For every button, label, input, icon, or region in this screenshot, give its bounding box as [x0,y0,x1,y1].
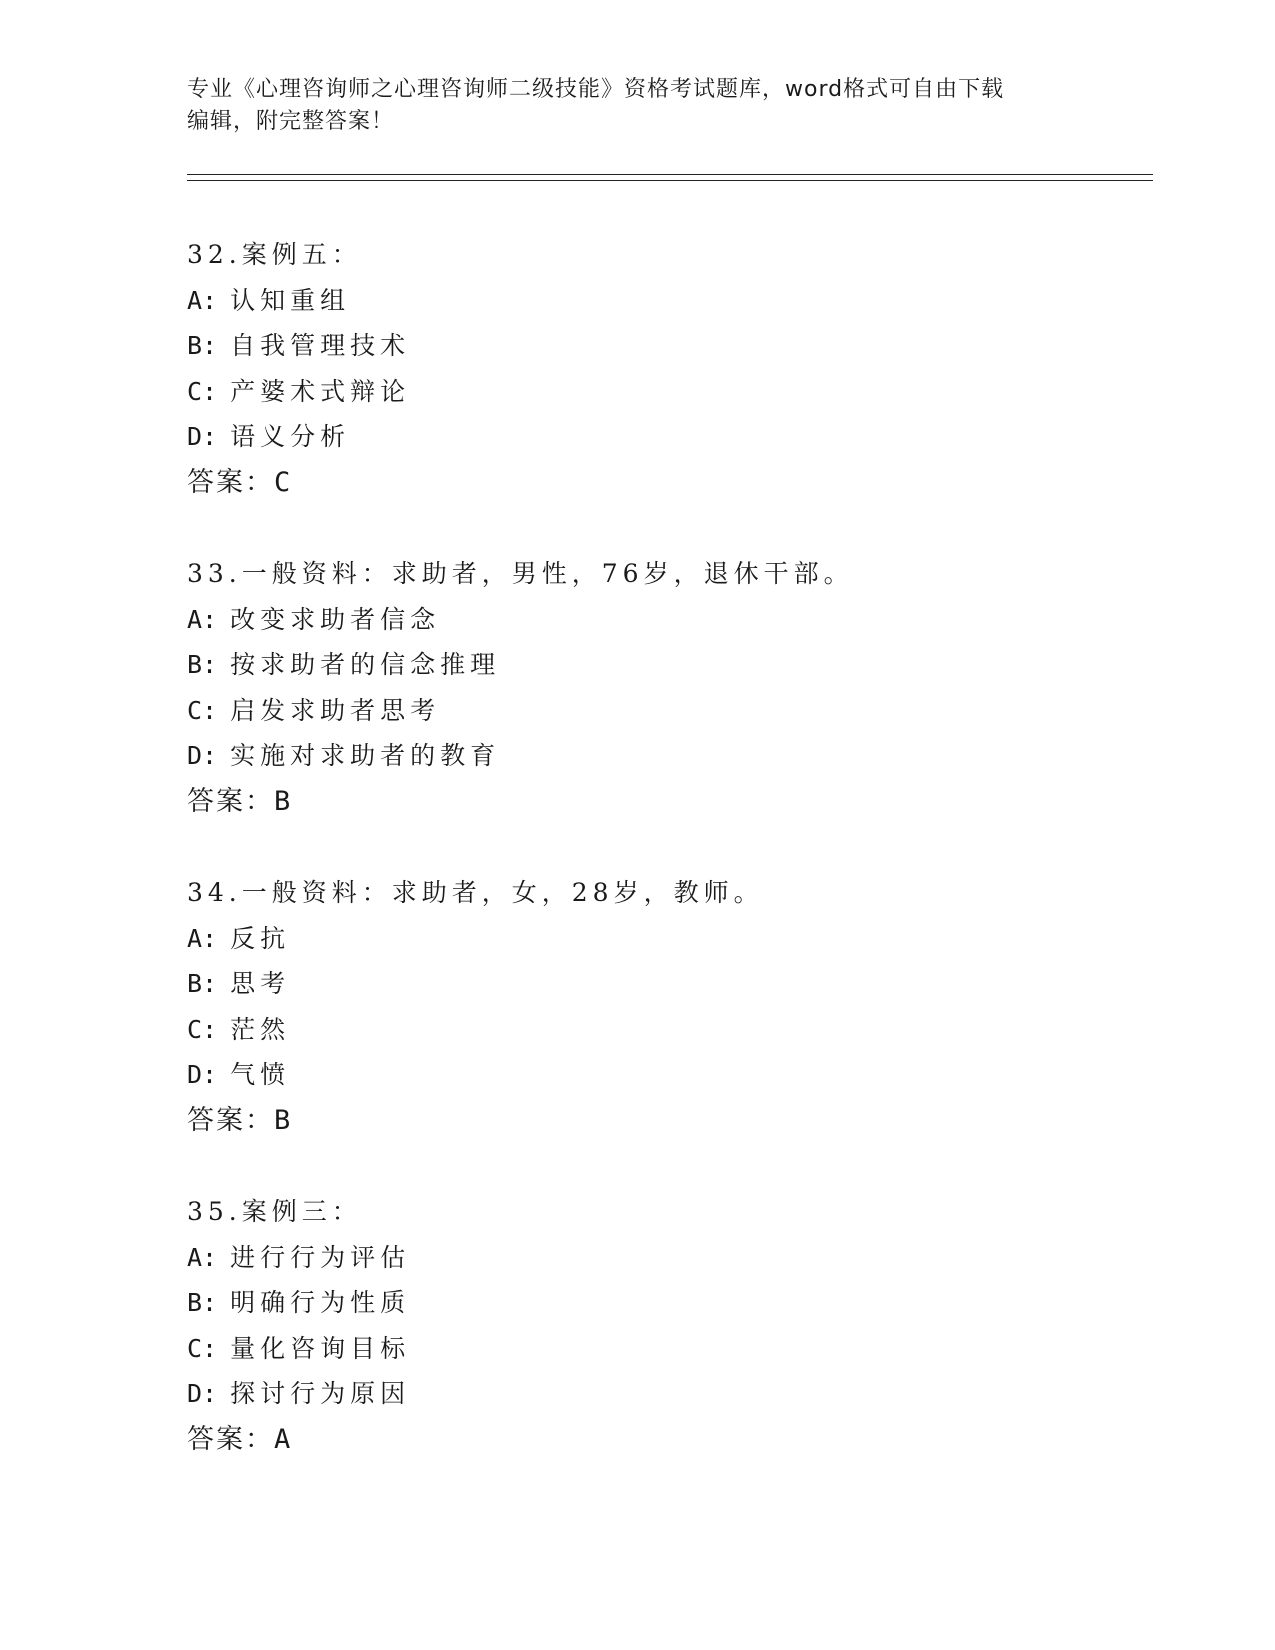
option-text: 思考 [230,969,291,998]
option-d [187,733,1147,779]
option-a [187,597,1147,643]
option-label: B: [187,650,218,679]
option-text: 茫然 [230,1014,291,1044]
option-label: B: [187,1288,218,1317]
option-label: A: [187,1242,218,1272]
option-text: 反抗 [230,923,291,953]
option-c [187,369,1147,415]
option-c [187,1326,1147,1372]
option-text: 进行行为评估 [230,1242,411,1272]
option-label: A: [187,604,218,634]
option-text: 探讨行为原因 [230,1379,411,1408]
option-label: D: [187,741,218,770]
answer-line [187,779,1147,825]
option-label: D: [187,1060,218,1089]
option-a [187,278,1147,324]
option-text: 自我管理技术 [230,331,411,360]
answer-value: B [274,1104,291,1136]
question-block [187,551,1147,824]
option-d [187,414,1147,460]
answer-label: 答案： [187,785,274,817]
option-d [187,1371,1147,1417]
header-rule-top [187,174,1153,175]
option-text: 气愤 [230,1060,291,1089]
answer-value: B [274,785,291,817]
option-text: 产婆术式辩论 [230,376,411,406]
option-label: C: [187,695,218,725]
option-b [187,642,1147,688]
question-stem: 34.一般资料：求助者，女，28岁，教师。 [187,878,764,907]
option-label: B: [187,331,218,360]
option-text: 量化咨询目标 [230,1333,411,1363]
option-text: 认知重组 [230,285,351,315]
answer-line [187,460,1147,506]
option-label: D: [187,422,218,451]
option-text: 实施对求助者的教育 [230,741,501,770]
option-label: C: [187,1014,218,1044]
option-b [187,961,1147,1007]
question-stem: 35.案例三： [187,1197,362,1226]
option-text: 启发求助者思考 [230,695,441,725]
header-rule-bottom [187,180,1153,181]
option-text: 语义分析 [230,422,351,451]
option-label: C: [187,376,218,406]
answer-value: A [274,1423,291,1455]
option-label: B: [187,969,218,998]
answer-line [187,1417,1147,1463]
header-line-1: 专业《心理咨询师之心理咨询师二级技能》资格考试题库，word格式可自由下载 [187,77,1005,102]
answer-label: 答案： [187,1423,274,1455]
answer-line [187,1098,1147,1144]
option-text: 明确行为性质 [230,1288,411,1317]
option-a [187,1235,1147,1281]
option-b [187,1280,1147,1326]
answer-label: 答案： [187,1104,274,1136]
question-block [187,870,1147,1143]
header-line-2: 编辑，附完整答案！ [187,109,395,134]
question-block [187,1189,1147,1462]
option-c [187,688,1147,734]
option-label: C: [187,1333,218,1363]
option-b [187,323,1147,369]
answer-value: C [274,466,291,498]
question-block [187,232,1147,505]
option-label: A: [187,285,218,315]
question-stem: 32.案例五： [187,240,362,269]
question-stem: 33.一般资料：求助者，男性，76岁，退休干部。 [187,559,854,588]
option-label: A: [187,923,218,953]
option-a [187,916,1147,962]
option-d [187,1052,1147,1098]
option-text: 改变求助者信念 [230,604,441,634]
option-c [187,1007,1147,1053]
answer-label: 答案： [187,466,274,498]
document-header [187,74,1087,138]
option-label: D: [187,1379,218,1408]
option-text: 按求助者的信念推理 [230,650,501,679]
